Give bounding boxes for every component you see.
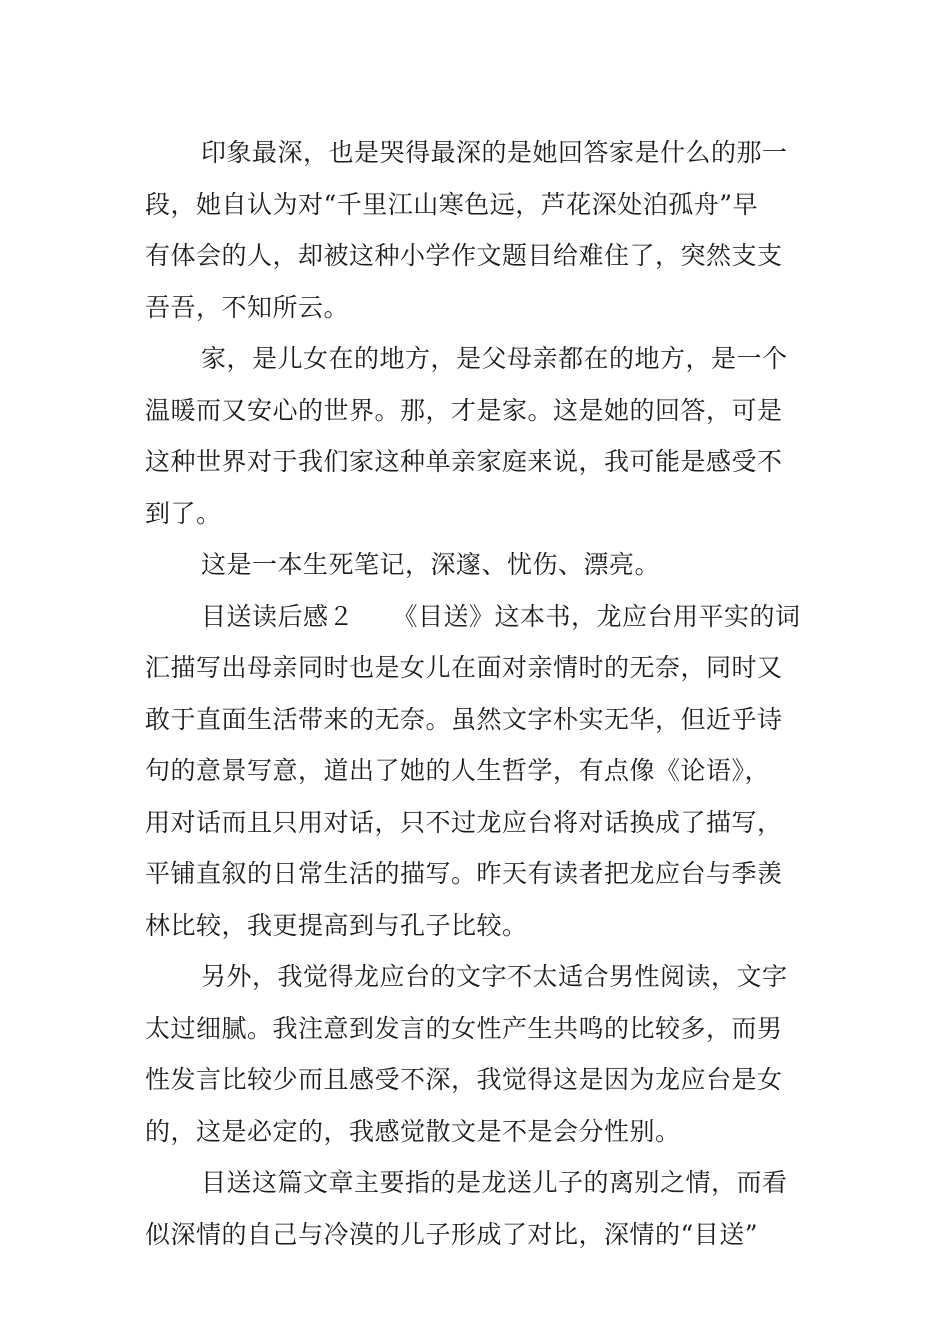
text-line: 吾吾，不知所云。 — [145, 292, 350, 322]
text-line: 目送这篇文章主要指的是龙送儿子的离别之情，而看 — [201, 1168, 788, 1197]
text-line: 段，她自认为对“千里江山寒色远，芦花深处泊孤舟”早 — [145, 189, 759, 219]
text-line: 温暖而又安心的世界。那，才是家。这是她的回答，可是 — [145, 395, 783, 425]
text-line: 性发言比较少而且感受不深，我觉得这是因为龙应台是女 — [145, 1065, 783, 1094]
text-line: 似深情的自己与冷漠的儿子形成了对比，深情的“目送” — [145, 1219, 759, 1249]
text-line: 敢于直面生活带来的无奈。虽然文字朴实无华，但近乎诗 — [145, 704, 783, 734]
text-line: 林比较，我更提高到与孔子比较。 — [145, 910, 528, 940]
text-line: 家，是儿女在的地方，是父母亲都在的地方，是一个 — [201, 344, 788, 373]
text-line: 太过细腻。我注意到发言的女性产生共鸣的比较多，而男 — [145, 1013, 783, 1043]
text-line: 目送读后感２ 《目送》这本书，龙应台用平实的词 — [201, 601, 801, 631]
text-line: 用对话而且只用对话，只不过龙应台将对话换成了描写， — [145, 807, 783, 837]
paragraph — [145, 951, 807, 1157]
text-line: 这种世界对于我们家这种单亲家庭来说，我可能是感受不 — [145, 447, 783, 476]
text-line: 印象最深，也是哭得最深的是她回答家是什么的那一 — [201, 138, 788, 167]
paragraph — [145, 539, 807, 591]
text-line: 到了。 — [145, 498, 222, 528]
paragraph — [145, 333, 807, 539]
text-line: 汇描写出母亲同时也是女儿在面对亲情时的无奈，同时又 — [145, 653, 783, 682]
text-line: 平铺直叙的日常生活的描写。昨天有读者把龙应台与季羡 — [145, 859, 783, 888]
text-line: 句的意景写意，道出了她的人生哲学，有点像《论语》， — [145, 756, 771, 785]
paragraph — [145, 591, 807, 952]
paragraph — [145, 127, 807, 333]
paragraph — [145, 1157, 807, 1260]
text-line: 这是一本生死笔记，深邃、忧伤、漂亮。 — [201, 550, 661, 579]
text-line: 有体会的人，却被这种小学作文题目给难住了，突然支支 — [145, 241, 783, 270]
document-body — [145, 127, 807, 1260]
text-line: 另外，我觉得龙应台的文字不太适合男性阅读，文字 — [201, 962, 788, 991]
text-line: 的，这是必定的，我感觉散文是不是会分性别。 — [145, 1116, 681, 1146]
